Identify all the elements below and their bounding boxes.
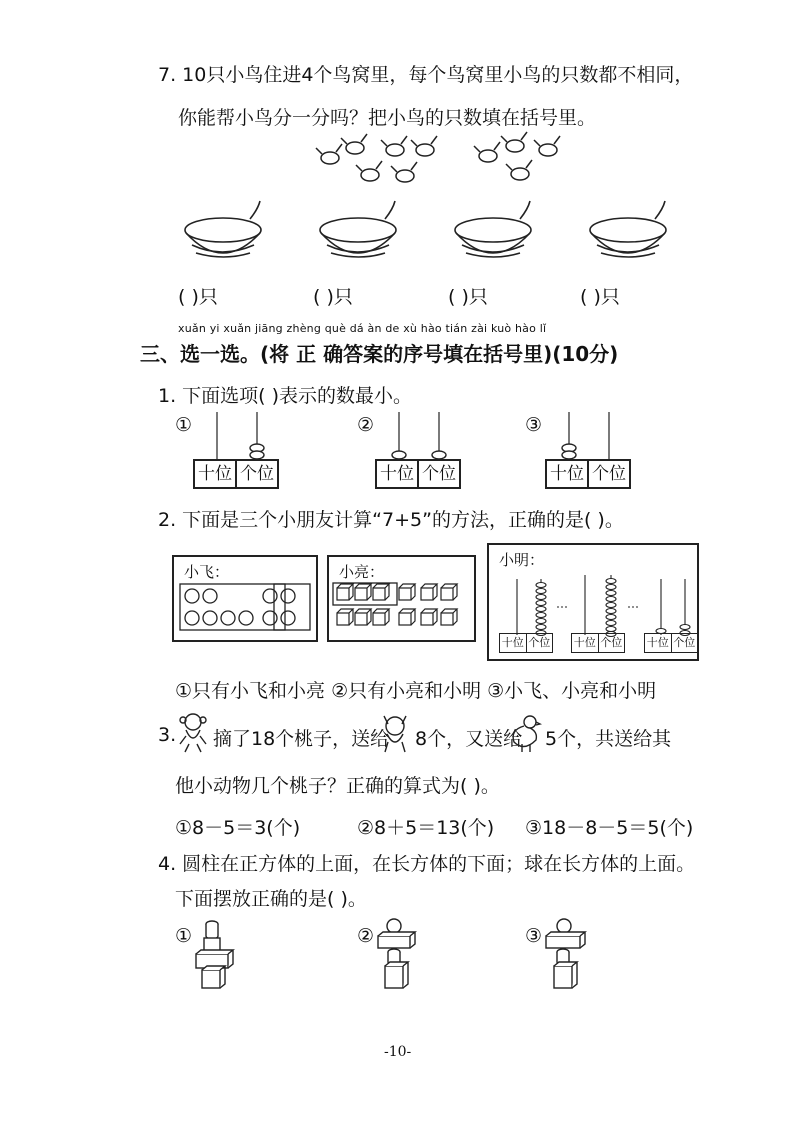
tens-label: 十位 [572,634,599,652]
q3-number: 3. [158,724,177,746]
tens-label: 十位 [500,634,527,652]
bird-icon [356,161,382,181]
xiaoliang-panel [327,555,476,642]
stack-option-1 [190,918,240,1000]
q1-option-1[interactable]: ① [175,414,193,436]
nest-icon [590,201,666,257]
q1-option-2[interactable]: ② [357,414,375,436]
nest-blank-1[interactable]: ( )只 [178,286,218,308]
circles-diagram [174,581,316,639]
place-value-box-2 [375,459,461,489]
stack-option-2 [372,918,422,1000]
bird-icon [506,160,532,180]
q2-choices[interactable]: ①只有小飞和小亮 ②只有小亮和小明 ③小飞、小亮和小明 [175,680,657,702]
q4-line2: 下面摆放正确的是( )。 [175,888,367,910]
nest-blank-4[interactable]: ( )只 [580,286,620,308]
ones-label: 个位 [592,464,626,484]
page-number: -10- [384,1044,412,1060]
nest-blank-3[interactable]: ( )只 [448,286,488,308]
ones-label: 个位 [673,636,696,649]
place-value-box-3 [545,459,631,489]
q7-line2: 你能帮小鸟分一分吗？把小鸟的只数填在括号里。 [178,107,597,129]
xiaofei-panel [172,555,318,642]
nest-blank-2[interactable]: ( )只 [313,286,353,308]
q3-choice-2[interactable]: ②8＋5＝13(个) [357,817,495,839]
tens-label: 十位 [645,634,672,652]
ones-label: 个位 [528,636,551,649]
nests-illustration [178,205,678,275]
xiaoliang-label: 小亮： [339,563,385,581]
section-pinyin: xuǎn yi xuǎn jiāng zhèng què dá àn de xù hào tián zài kuò hào lǐ [178,322,547,335]
q3-text-part1: 摘了18个桃子，送给 [213,728,390,750]
q3-text-part2: 8个，又送给 [415,728,523,750]
place-value-box-step-2 [571,633,625,653]
nest-icon [455,201,531,257]
section-title: 三、选一选。(将 正 确答案的序号填在括号里)(10分) [140,342,619,366]
nest-icon [185,201,261,257]
place-value-box-1 [193,459,279,489]
ones-label: 个位 [600,636,623,649]
bird-icon [411,136,437,156]
ones-label: 个位 [240,464,274,484]
abacus-steps-diagram [489,567,697,637]
stack-option-3 [540,918,590,1000]
bird-icon [391,162,417,182]
q7-line1: 7. 10只小鸟住进4个鸟窝里，每个鸟窝里小鸟的只数都不相同， [158,64,694,86]
q3-text-part3: 5个，共送给其 [545,728,672,750]
ones-label: 个位 [422,464,456,484]
bird-icon [341,134,367,154]
bird-icon [501,132,527,152]
bird-icon [474,142,500,162]
cat-icon [378,712,412,754]
place-value-box-step-3 [644,633,698,653]
xiaoming-panel [487,543,699,661]
bird-icon [316,144,342,164]
q3-line2: 他小动物几个桃子？正确的算式为( )。 [175,775,500,797]
bird-icon [534,136,560,156]
q3-choice-3[interactable]: ③18－8－5＝5(个) [525,817,694,839]
q1-option-3[interactable]: ③ [525,414,543,436]
chicken-icon [508,712,542,754]
tens-label: 十位 [377,461,419,487]
q4-line1: 4. 圆柱在正方体的上面，在长方体的下面；球在长方体的上面。 [158,853,696,875]
nest-icon [320,201,396,257]
birds-illustration [310,130,560,190]
xiaoming-label: 小明： [499,551,545,569]
q4-option-3[interactable]: ③ [525,925,543,947]
q2-text: 2. 下面是三个小朋友计算“7+5”的方法，正确的是( )。 [158,509,624,531]
xiaofei-label: 小飞： [184,563,230,581]
cubes-diagram [329,581,474,639]
q3-choice-1[interactable]: ①8－5＝3(个) [175,817,301,839]
tens-label: 十位 [547,461,589,487]
place-value-box-step-1 [499,633,553,653]
q4-option-1[interactable]: ① [175,925,193,947]
q4-option-2[interactable]: ② [357,925,375,947]
q1-text: 1. 下面选项( )表示的数最小。 [158,385,413,407]
monkey-icon [176,712,210,754]
tens-label: 十位 [195,461,237,487]
bird-icon [381,136,407,156]
